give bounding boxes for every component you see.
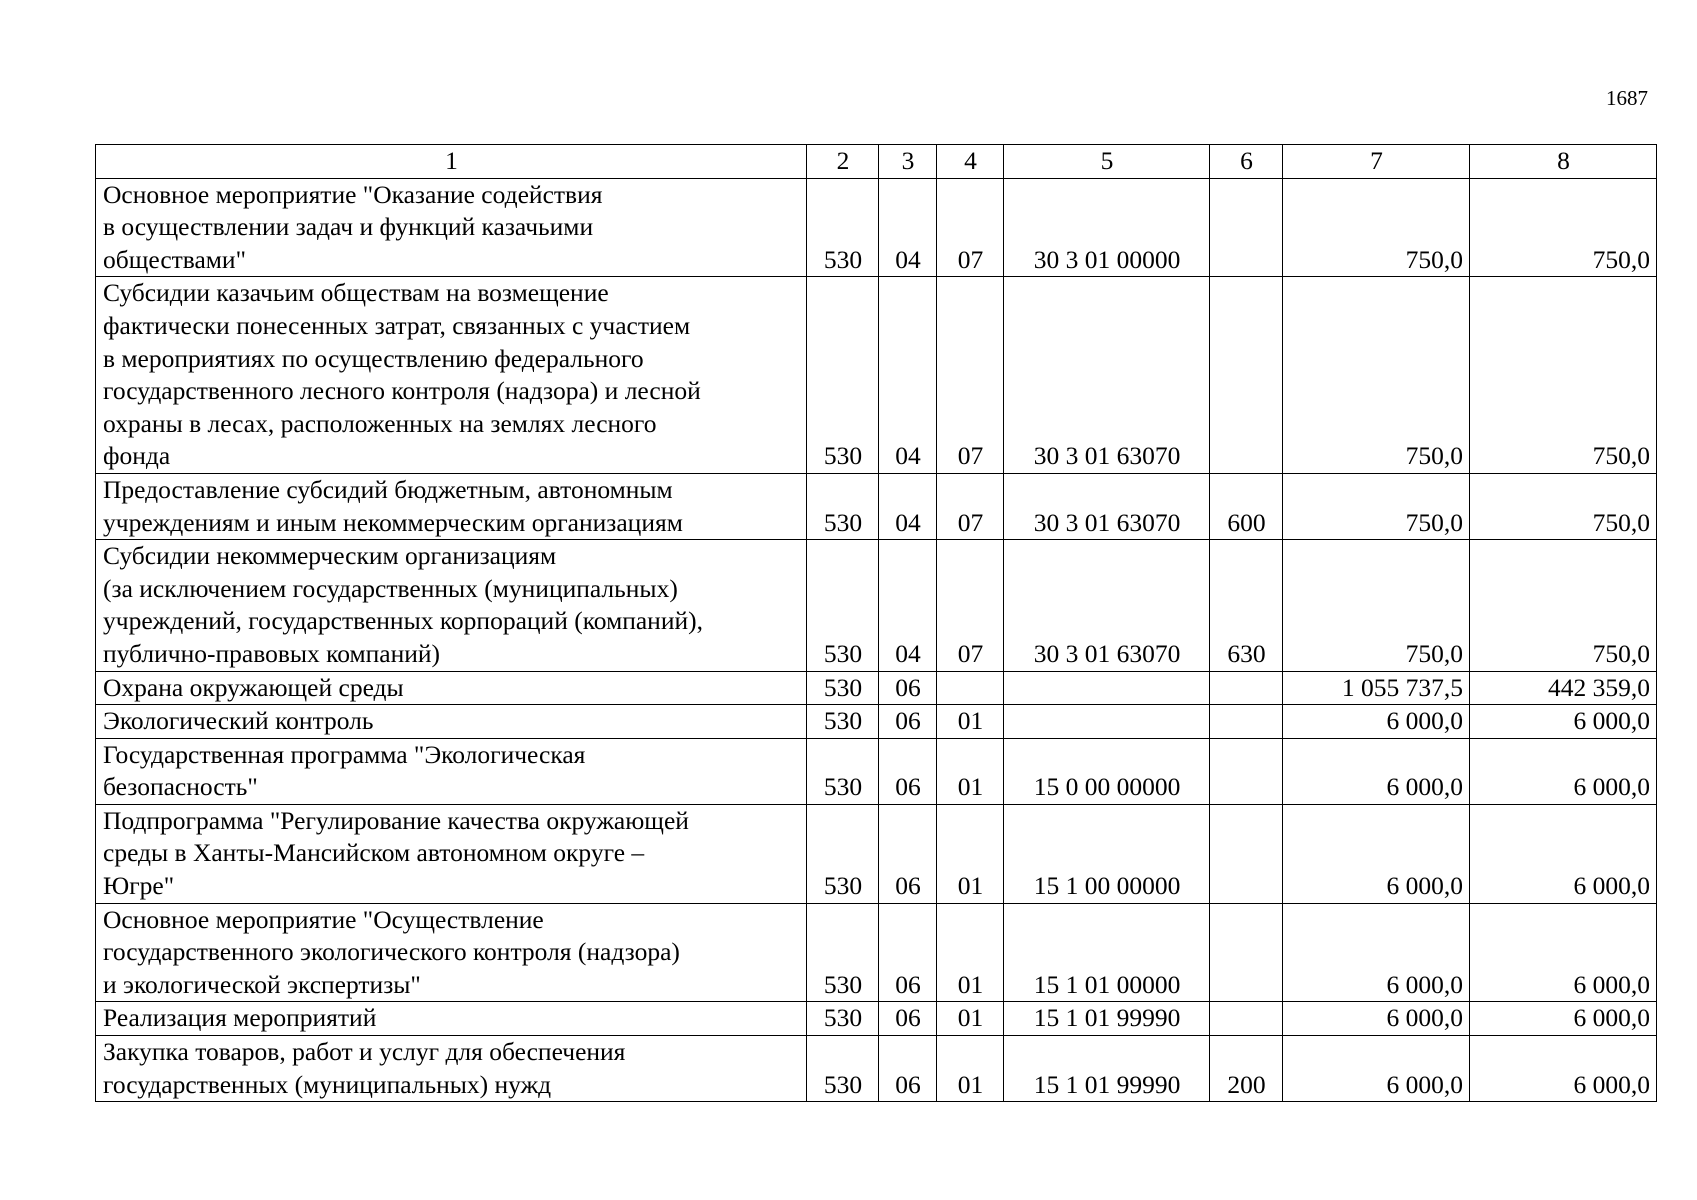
amount-col7-cell: 6 000,0 — [1283, 1036, 1470, 1102]
header-row — [96, 145, 1657, 179]
column-header-2: 2 — [807, 145, 879, 179]
expense-type-cell — [1210, 1002, 1283, 1036]
row-name-line: Государственная программа "Экологическая — [103, 739, 586, 769]
section-code-cell: 04 — [879, 178, 937, 277]
row-name-cell — [96, 903, 807, 1002]
expense-type-cell — [1210, 903, 1283, 1002]
row-name-line: (за исключением государственных (муниципальных) — [103, 573, 678, 603]
admin-code-cell: 530 — [807, 473, 879, 539]
row-name-line: Подпрограмма "Регулирование качества окружающей — [103, 805, 689, 835]
row-name-line: в осуществлении задач и функций казачьими — [103, 212, 594, 242]
target-article-cell — [1004, 671, 1210, 705]
admin-code-cell: 530 — [807, 804, 879, 903]
section-code-cell: 04 — [879, 540, 937, 671]
row-name-line: Субсидии некоммерческим организациям — [103, 541, 557, 571]
row-name-cell — [96, 277, 807, 474]
admin-code-cell: 530 — [807, 1002, 879, 1036]
section-code-cell: 06 — [879, 1036, 937, 1102]
subsection-code-cell: 07 — [937, 540, 1004, 671]
row-name-cell — [96, 1036, 807, 1102]
row-name-line: государственного экологического контроля (надзора) — [103, 937, 680, 967]
row-name-line: обществами" — [103, 244, 246, 274]
table-row — [96, 671, 1657, 705]
amount-col7-cell: 6 000,0 — [1283, 705, 1470, 739]
subsection-code-cell: 07 — [937, 473, 1004, 539]
section-code-cell: 06 — [879, 671, 937, 705]
amount-col8-cell: 750,0 — [1470, 473, 1657, 539]
table-row — [96, 903, 1657, 1002]
column-header-4: 4 — [937, 145, 1004, 179]
target-article-cell: 30 3 01 63070 — [1004, 473, 1210, 539]
admin-code-cell: 530 — [807, 277, 879, 474]
table-row — [96, 540, 1657, 671]
row-name-line: среды в Ханты-Мансийском автономном округе – — [103, 838, 645, 868]
table-row — [96, 804, 1657, 903]
row-name-line: фонда — [103, 441, 171, 471]
table-row — [96, 473, 1657, 539]
section-code-cell: 06 — [879, 738, 937, 804]
subsection-code-cell: 01 — [937, 705, 1004, 739]
column-header-5: 5 — [1004, 145, 1210, 179]
amount-col7-cell: 6 000,0 — [1283, 804, 1470, 903]
expense-type-cell: 630 — [1210, 540, 1283, 671]
amount-col8-cell: 6 000,0 — [1470, 1036, 1657, 1102]
row-name-line: учреждений, государственных корпораций (компаний), — [103, 606, 703, 636]
amount-col7-cell: 750,0 — [1283, 473, 1470, 539]
row-name-line: охраны в лесах, расположенных на землях лесного — [103, 408, 657, 438]
row-name-cell — [96, 540, 807, 671]
subsection-code-cell: 01 — [937, 903, 1004, 1002]
admin-code-cell: 530 — [807, 671, 879, 705]
row-name-line: Субсидии казачьим обществам на возмещение — [103, 278, 609, 308]
row-name-line: безопасность" — [103, 772, 258, 802]
row-name-line: Основное мероприятие "Оказание содействия — [103, 179, 603, 209]
row-name-line: Реализация мероприятий — [103, 1003, 377, 1033]
row-name-line: в мероприятиях по осуществлению федерального — [103, 343, 644, 373]
table-row — [96, 705, 1657, 739]
table-row — [96, 1036, 1657, 1102]
column-header-8: 8 — [1470, 145, 1657, 179]
row-name-line: Предоставление субсидий бюджетным, автономным — [103, 474, 673, 504]
amount-col8-cell: 442 359,0 — [1470, 671, 1657, 705]
column-header-1: 1 — [96, 145, 807, 179]
row-name-cell — [96, 473, 807, 539]
amount-col8-cell: 6 000,0 — [1470, 804, 1657, 903]
subsection-code-cell — [937, 671, 1004, 705]
expense-type-cell — [1210, 178, 1283, 277]
row-name-line: Охрана окружающей среды — [103, 672, 404, 702]
target-article-cell: 15 0 00 00000 — [1004, 738, 1210, 804]
row-name-line: фактически понесенных затрат, связанных с участием — [103, 310, 691, 340]
amount-col7-cell: 750,0 — [1283, 540, 1470, 671]
row-name-cell — [96, 671, 807, 705]
subsection-code-cell: 01 — [937, 738, 1004, 804]
target-article-cell — [1004, 705, 1210, 739]
target-article-cell: 15 1 01 99990 — [1004, 1002, 1210, 1036]
amount-col8-cell: 750,0 — [1470, 540, 1657, 671]
row-name-cell — [96, 705, 807, 739]
subsection-code-cell: 07 — [937, 277, 1004, 474]
row-name-cell — [96, 804, 807, 903]
amount-col8-cell: 750,0 — [1470, 277, 1657, 474]
table-row — [96, 178, 1657, 277]
admin-code-cell: 530 — [807, 1036, 879, 1102]
expense-type-cell — [1210, 738, 1283, 804]
amount-col8-cell: 6 000,0 — [1470, 1002, 1657, 1036]
row-name-line: государственного лесного контроля (надзора) и лесной — [103, 376, 701, 406]
section-code-cell: 06 — [879, 804, 937, 903]
admin-code-cell: 530 — [807, 738, 879, 804]
section-code-cell: 06 — [879, 705, 937, 739]
amount-col8-cell: 6 000,0 — [1470, 903, 1657, 1002]
budget-table — [95, 144, 1657, 1102]
amount-col7-cell: 6 000,0 — [1283, 903, 1470, 1002]
target-article-cell: 30 3 01 63070 — [1004, 540, 1210, 671]
column-header-3: 3 — [879, 145, 937, 179]
page-number: 1687 — [1606, 86, 1648, 110]
target-article-cell: 30 3 01 00000 — [1004, 178, 1210, 277]
row-name-line: государственных (муниципальных) нужд — [103, 1069, 552, 1099]
row-name-line: и экологической экспертизы" — [103, 969, 421, 999]
amount-col8-cell: 750,0 — [1470, 178, 1657, 277]
amount-col7-cell: 6 000,0 — [1283, 1002, 1470, 1036]
amount-col7-cell: 6 000,0 — [1283, 738, 1470, 804]
expense-type-cell: 600 — [1210, 473, 1283, 539]
table-row — [96, 738, 1657, 804]
row-name-line: Югре" — [103, 871, 175, 901]
amount-col7-cell: 750,0 — [1283, 277, 1470, 474]
table-row — [96, 277, 1657, 474]
target-article-cell: 15 1 00 00000 — [1004, 804, 1210, 903]
row-name-line: Закупка товаров, работ и услуг для обеспечения — [103, 1037, 626, 1067]
admin-code-cell: 530 — [807, 705, 879, 739]
subsection-code-cell: 01 — [937, 804, 1004, 903]
section-code-cell: 04 — [879, 473, 937, 539]
amount-col8-cell: 6 000,0 — [1470, 738, 1657, 804]
section-code-cell: 06 — [879, 903, 937, 1002]
subsection-code-cell: 07 — [937, 178, 1004, 277]
column-header-6: 6 — [1210, 145, 1283, 179]
row-name-line: публично-правовых компаний) — [103, 638, 441, 668]
target-article-cell: 15 1 01 00000 — [1004, 903, 1210, 1002]
admin-code-cell: 530 — [807, 178, 879, 277]
expense-type-cell — [1210, 277, 1283, 474]
row-name-cell — [96, 178, 807, 277]
admin-code-cell: 530 — [807, 903, 879, 1002]
row-name-line: Экологический контроль — [103, 706, 374, 736]
subsection-code-cell: 01 — [937, 1002, 1004, 1036]
target-article-cell: 15 1 01 99990 — [1004, 1036, 1210, 1102]
admin-code-cell: 530 — [807, 540, 879, 671]
section-code-cell: 04 — [879, 277, 937, 474]
expense-type-cell — [1210, 804, 1283, 903]
table-body — [96, 178, 1657, 1102]
section-code-cell: 06 — [879, 1002, 937, 1036]
target-article-cell: 30 3 01 63070 — [1004, 277, 1210, 474]
column-header-7: 7 — [1283, 145, 1470, 179]
amount-col7-cell: 1 055 737,5 — [1283, 671, 1470, 705]
expense-type-cell — [1210, 671, 1283, 705]
row-name-line: Основное мероприятие "Осуществление — [103, 904, 544, 934]
row-name-cell — [96, 1002, 807, 1036]
row-name-line: учреждениям и иным некоммерческим организациям — [103, 507, 683, 537]
expense-type-cell: 200 — [1210, 1036, 1283, 1102]
table-row — [96, 1002, 1657, 1036]
row-name-cell — [96, 738, 807, 804]
amount-col8-cell: 6 000,0 — [1470, 705, 1657, 739]
expense-type-cell — [1210, 705, 1283, 739]
subsection-code-cell: 01 — [937, 1036, 1004, 1102]
amount-col7-cell: 750,0 — [1283, 178, 1470, 277]
